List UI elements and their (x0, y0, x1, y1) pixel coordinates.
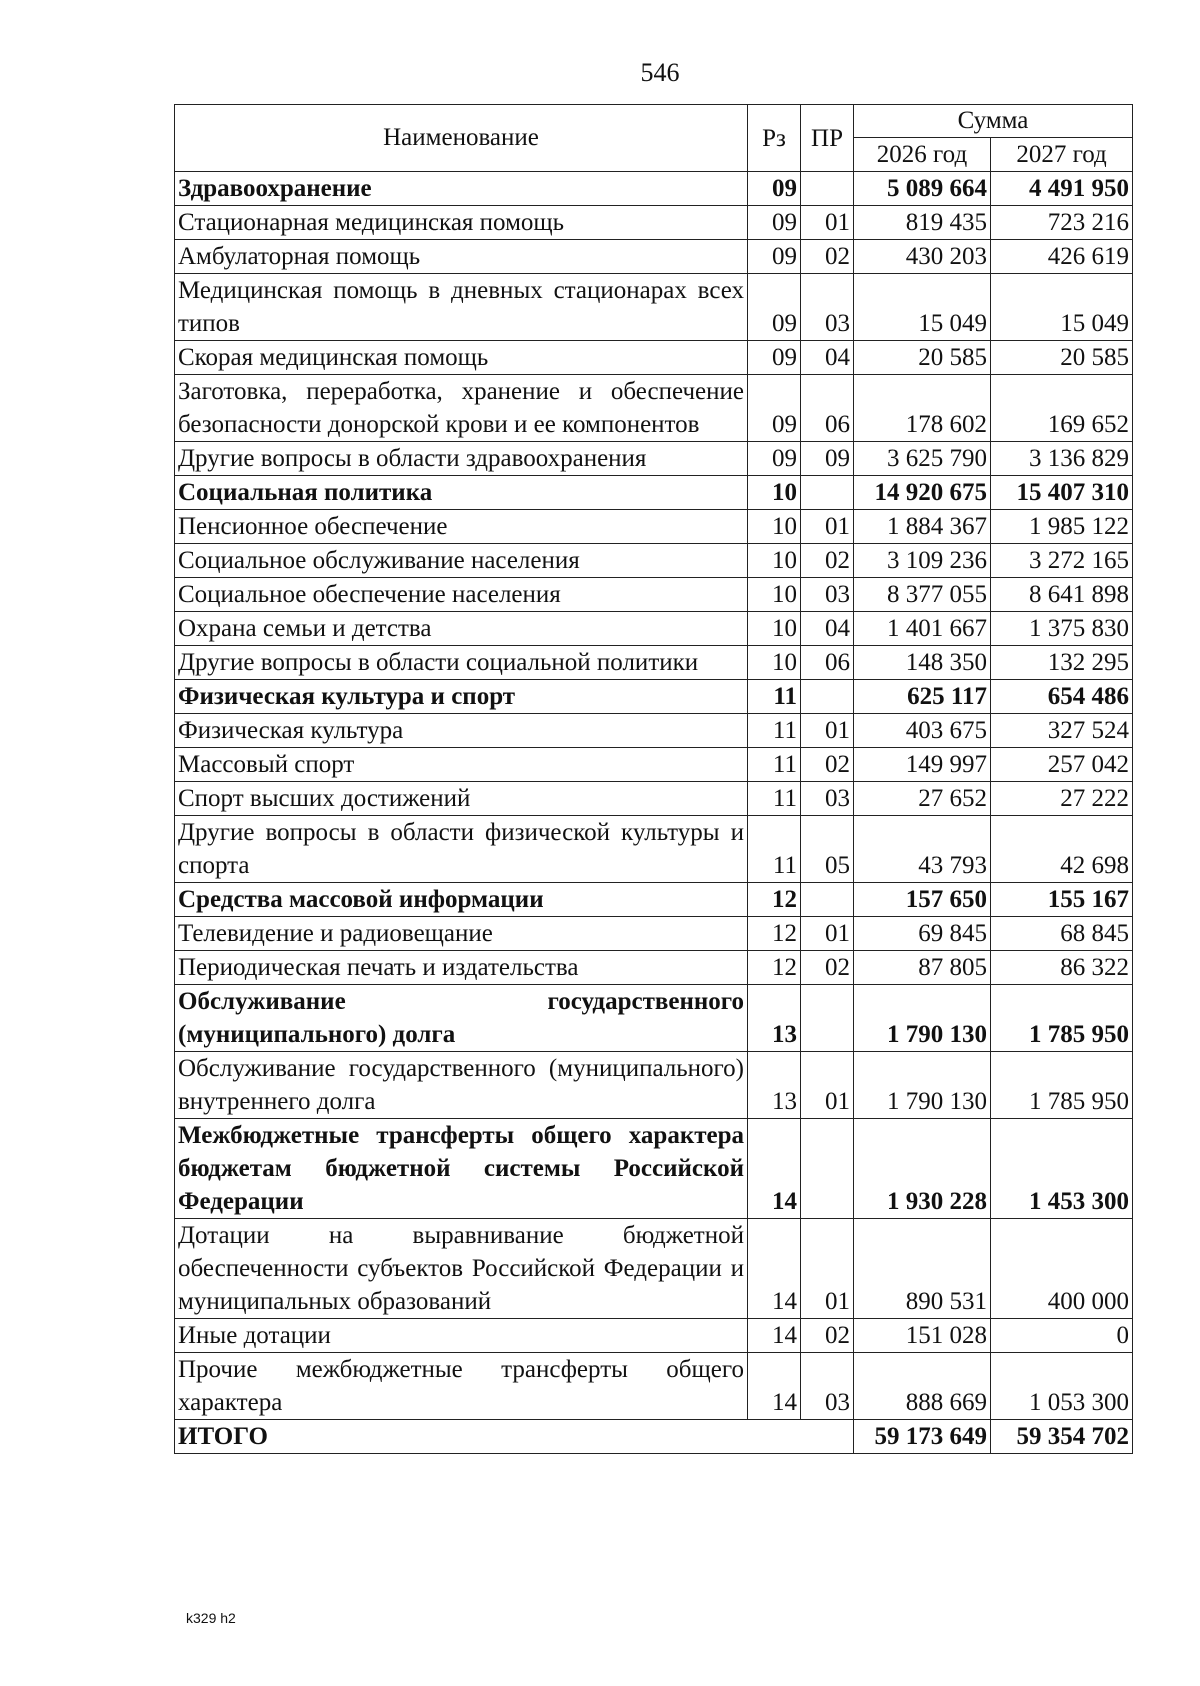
row-pr (801, 883, 854, 917)
table-row (175, 274, 1133, 341)
row-name: Здравоохранение (175, 172, 748, 206)
row-2027: 68 845 (991, 917, 1133, 951)
row-rz: 14 (748, 1219, 801, 1319)
table-row (175, 951, 1133, 985)
row-pr: 02 (801, 1319, 854, 1353)
row-rz: 11 (748, 680, 801, 714)
table-row (175, 1052, 1133, 1119)
row-2027: 1 985 122 (991, 510, 1133, 544)
table-row (175, 646, 1133, 680)
table-row (175, 341, 1133, 375)
row-2027: 132 295 (991, 646, 1133, 680)
row-name: Обслуживание государственного (муниципального) внутреннего долга (175, 1052, 748, 1119)
row-pr: 09 (801, 442, 854, 476)
header-year-2026: 2026 год (854, 138, 991, 172)
row-pr: 02 (801, 951, 854, 985)
row-pr: 01 (801, 714, 854, 748)
table-row (175, 985, 1133, 1052)
row-2027: 8 641 898 (991, 578, 1133, 612)
total-2026: 59 173 649 (854, 1420, 991, 1454)
row-rz: 09 (748, 375, 801, 442)
header-sum: Сумма (854, 105, 1133, 138)
row-rz: 11 (748, 782, 801, 816)
row-rz: 09 (748, 206, 801, 240)
table-row (175, 206, 1133, 240)
row-2026: 5 089 664 (854, 172, 991, 206)
row-2027: 3 136 829 (991, 442, 1133, 476)
row-rz: 14 (748, 1319, 801, 1353)
row-rz: 10 (748, 612, 801, 646)
row-pr: 02 (801, 748, 854, 782)
row-2026: 148 350 (854, 646, 991, 680)
row-2027: 155 167 (991, 883, 1133, 917)
row-name: Физическая культура и спорт (175, 680, 748, 714)
total-2027: 59 354 702 (991, 1420, 1133, 1454)
row-2026: 15 049 (854, 274, 991, 341)
row-2027: 27 222 (991, 782, 1133, 816)
row-2026: 1 790 130 (854, 1052, 991, 1119)
table-header (175, 105, 1133, 172)
row-name: Физическая культура (175, 714, 748, 748)
row-2027: 20 585 (991, 341, 1133, 375)
row-rz: 10 (748, 578, 801, 612)
row-name: Дотации на выравнивание бюджетной обеспеченности субъектов Российской Федерации и муниципальных образований (175, 1219, 748, 1319)
row-rz: 11 (748, 748, 801, 782)
row-2027: 400 000 (991, 1219, 1133, 1319)
row-pr: 03 (801, 578, 854, 612)
row-name: Телевидение и радиовещание (175, 917, 748, 951)
table-row (175, 782, 1133, 816)
row-name: Прочие межбюджетные трансферты общего характера (175, 1353, 748, 1420)
row-name: Другие вопросы в области социальной политики (175, 646, 748, 680)
row-2026: 403 675 (854, 714, 991, 748)
row-2027: 257 042 (991, 748, 1133, 782)
row-name: Средства массовой информации (175, 883, 748, 917)
table-row (175, 612, 1133, 646)
table-row (175, 816, 1133, 883)
row-pr: 05 (801, 816, 854, 883)
row-pr: 03 (801, 274, 854, 341)
table-row (175, 748, 1133, 782)
table-row (175, 510, 1133, 544)
row-name: Другие вопросы в области здравоохранения (175, 442, 748, 476)
table-row (175, 1353, 1133, 1420)
row-2027: 426 619 (991, 240, 1133, 274)
table-row (175, 172, 1133, 206)
table-row (175, 680, 1133, 714)
row-2026: 20 585 (854, 341, 991, 375)
row-rz: 09 (748, 274, 801, 341)
row-pr: 02 (801, 544, 854, 578)
row-2026: 157 650 (854, 883, 991, 917)
row-pr: 06 (801, 375, 854, 442)
table-row (175, 917, 1133, 951)
table-row (175, 1119, 1133, 1219)
row-2026: 69 845 (854, 917, 991, 951)
row-rz: 12 (748, 951, 801, 985)
row-2027: 1 453 300 (991, 1119, 1133, 1219)
row-2027: 169 652 (991, 375, 1133, 442)
row-2026: 819 435 (854, 206, 991, 240)
row-pr (801, 172, 854, 206)
row-rz: 10 (748, 646, 801, 680)
row-2027: 1 785 950 (991, 985, 1133, 1052)
row-2027: 42 698 (991, 816, 1133, 883)
table-row (175, 714, 1133, 748)
table-row (175, 240, 1133, 274)
row-rz: 13 (748, 1052, 801, 1119)
row-pr: 03 (801, 1353, 854, 1420)
row-2026: 1 790 130 (854, 985, 991, 1052)
table-row (175, 544, 1133, 578)
row-pr: 04 (801, 341, 854, 375)
row-rz: 14 (748, 1353, 801, 1420)
row-pr: 01 (801, 206, 854, 240)
row-2026: 3 625 790 (854, 442, 991, 476)
row-2026: 890 531 (854, 1219, 991, 1319)
row-2027: 15 407 310 (991, 476, 1133, 510)
row-rz: 12 (748, 883, 801, 917)
row-name: Обслуживание государственного (муниципального) долга (175, 985, 748, 1052)
row-2026: 151 028 (854, 1319, 991, 1353)
row-2026: 8 377 055 (854, 578, 991, 612)
header-name: Наименование (175, 105, 748, 172)
row-pr: 03 (801, 782, 854, 816)
row-name: Заготовка, переработка, хранение и обеспечение безопасности донорской крови и ее компонентов (175, 375, 748, 442)
row-2026: 27 652 (854, 782, 991, 816)
row-name: Амбулаторная помощь (175, 240, 748, 274)
row-name: Спорт высших достижений (175, 782, 748, 816)
row-name: Массовый спорт (175, 748, 748, 782)
row-2026: 3 109 236 (854, 544, 991, 578)
table-row (175, 442, 1133, 476)
page-number: 546 (640, 58, 680, 87)
row-pr (801, 476, 854, 510)
row-pr: 06 (801, 646, 854, 680)
row-pr: 01 (801, 510, 854, 544)
row-2026: 1 884 367 (854, 510, 991, 544)
row-2027: 1 375 830 (991, 612, 1133, 646)
row-rz: 11 (748, 714, 801, 748)
table-row (175, 476, 1133, 510)
row-rz: 12 (748, 917, 801, 951)
total-row (175, 1420, 1133, 1454)
row-rz: 09 (748, 341, 801, 375)
row-2027: 15 049 (991, 274, 1133, 341)
row-2026: 178 602 (854, 375, 991, 442)
row-pr (801, 1119, 854, 1219)
row-2027: 723 216 (991, 206, 1133, 240)
row-name: Социальное обслуживание населения (175, 544, 748, 578)
table-row (175, 578, 1133, 612)
row-2026: 87 805 (854, 951, 991, 985)
row-pr: 04 (801, 612, 854, 646)
row-rz: 09 (748, 172, 801, 206)
row-2026: 43 793 (854, 816, 991, 883)
row-pr: 01 (801, 1219, 854, 1319)
row-2027: 0 (991, 1319, 1133, 1353)
footer-code: k329 h2 (186, 1610, 236, 1626)
row-rz: 10 (748, 476, 801, 510)
row-2026: 430 203 (854, 240, 991, 274)
row-2026: 1 930 228 (854, 1119, 991, 1219)
header-pr: ПР (801, 105, 854, 172)
row-rz: 10 (748, 510, 801, 544)
table-row (175, 375, 1133, 442)
header-rz: Рз (748, 105, 801, 172)
row-name: Пенсионное обеспечение (175, 510, 748, 544)
row-2026: 149 997 (854, 748, 991, 782)
row-2027: 3 272 165 (991, 544, 1133, 578)
row-2027: 4 491 950 (991, 172, 1133, 206)
row-name: Стационарная медицинская помощь (175, 206, 748, 240)
row-name: Межбюджетные трансферты общего характера бюджетам бюджетной системы Российской Федерации (175, 1119, 748, 1219)
total-label: ИТОГО (175, 1420, 854, 1454)
row-2026: 14 920 675 (854, 476, 991, 510)
row-name: Медицинская помощь в дневных стационарах всех типов (175, 274, 748, 341)
row-rz: 10 (748, 544, 801, 578)
row-name: Иные дотации (175, 1319, 748, 1353)
row-2027: 86 322 (991, 951, 1133, 985)
budget-table (174, 104, 1133, 1454)
row-pr (801, 680, 854, 714)
row-name: Социальное обеспечение населения (175, 578, 748, 612)
table-row (175, 883, 1133, 917)
row-name: Скорая медицинская помощь (175, 341, 748, 375)
row-2026: 625 117 (854, 680, 991, 714)
row-2027: 327 524 (991, 714, 1133, 748)
row-2027: 1 785 950 (991, 1052, 1133, 1119)
row-rz: 09 (748, 442, 801, 476)
row-rz: 11 (748, 816, 801, 883)
row-name: Другие вопросы в области физической культуры и спорта (175, 816, 748, 883)
row-rz: 13 (748, 985, 801, 1052)
row-rz: 09 (748, 240, 801, 274)
row-name: Периодическая печать и издательства (175, 951, 748, 985)
row-rz: 14 (748, 1119, 801, 1219)
row-2026: 888 669 (854, 1353, 991, 1420)
table-row (175, 1319, 1133, 1353)
table-body (175, 172, 1133, 1420)
row-2027: 1 053 300 (991, 1353, 1133, 1420)
row-pr: 02 (801, 240, 854, 274)
row-2026: 1 401 667 (854, 612, 991, 646)
row-pr (801, 985, 854, 1052)
table-row (175, 1219, 1133, 1319)
row-name: Социальная политика (175, 476, 748, 510)
row-pr: 01 (801, 917, 854, 951)
row-pr: 01 (801, 1052, 854, 1119)
row-2027: 654 486 (991, 680, 1133, 714)
header-year-2027: 2027 год (991, 138, 1133, 172)
row-name: Охрана семьи и детства (175, 612, 748, 646)
